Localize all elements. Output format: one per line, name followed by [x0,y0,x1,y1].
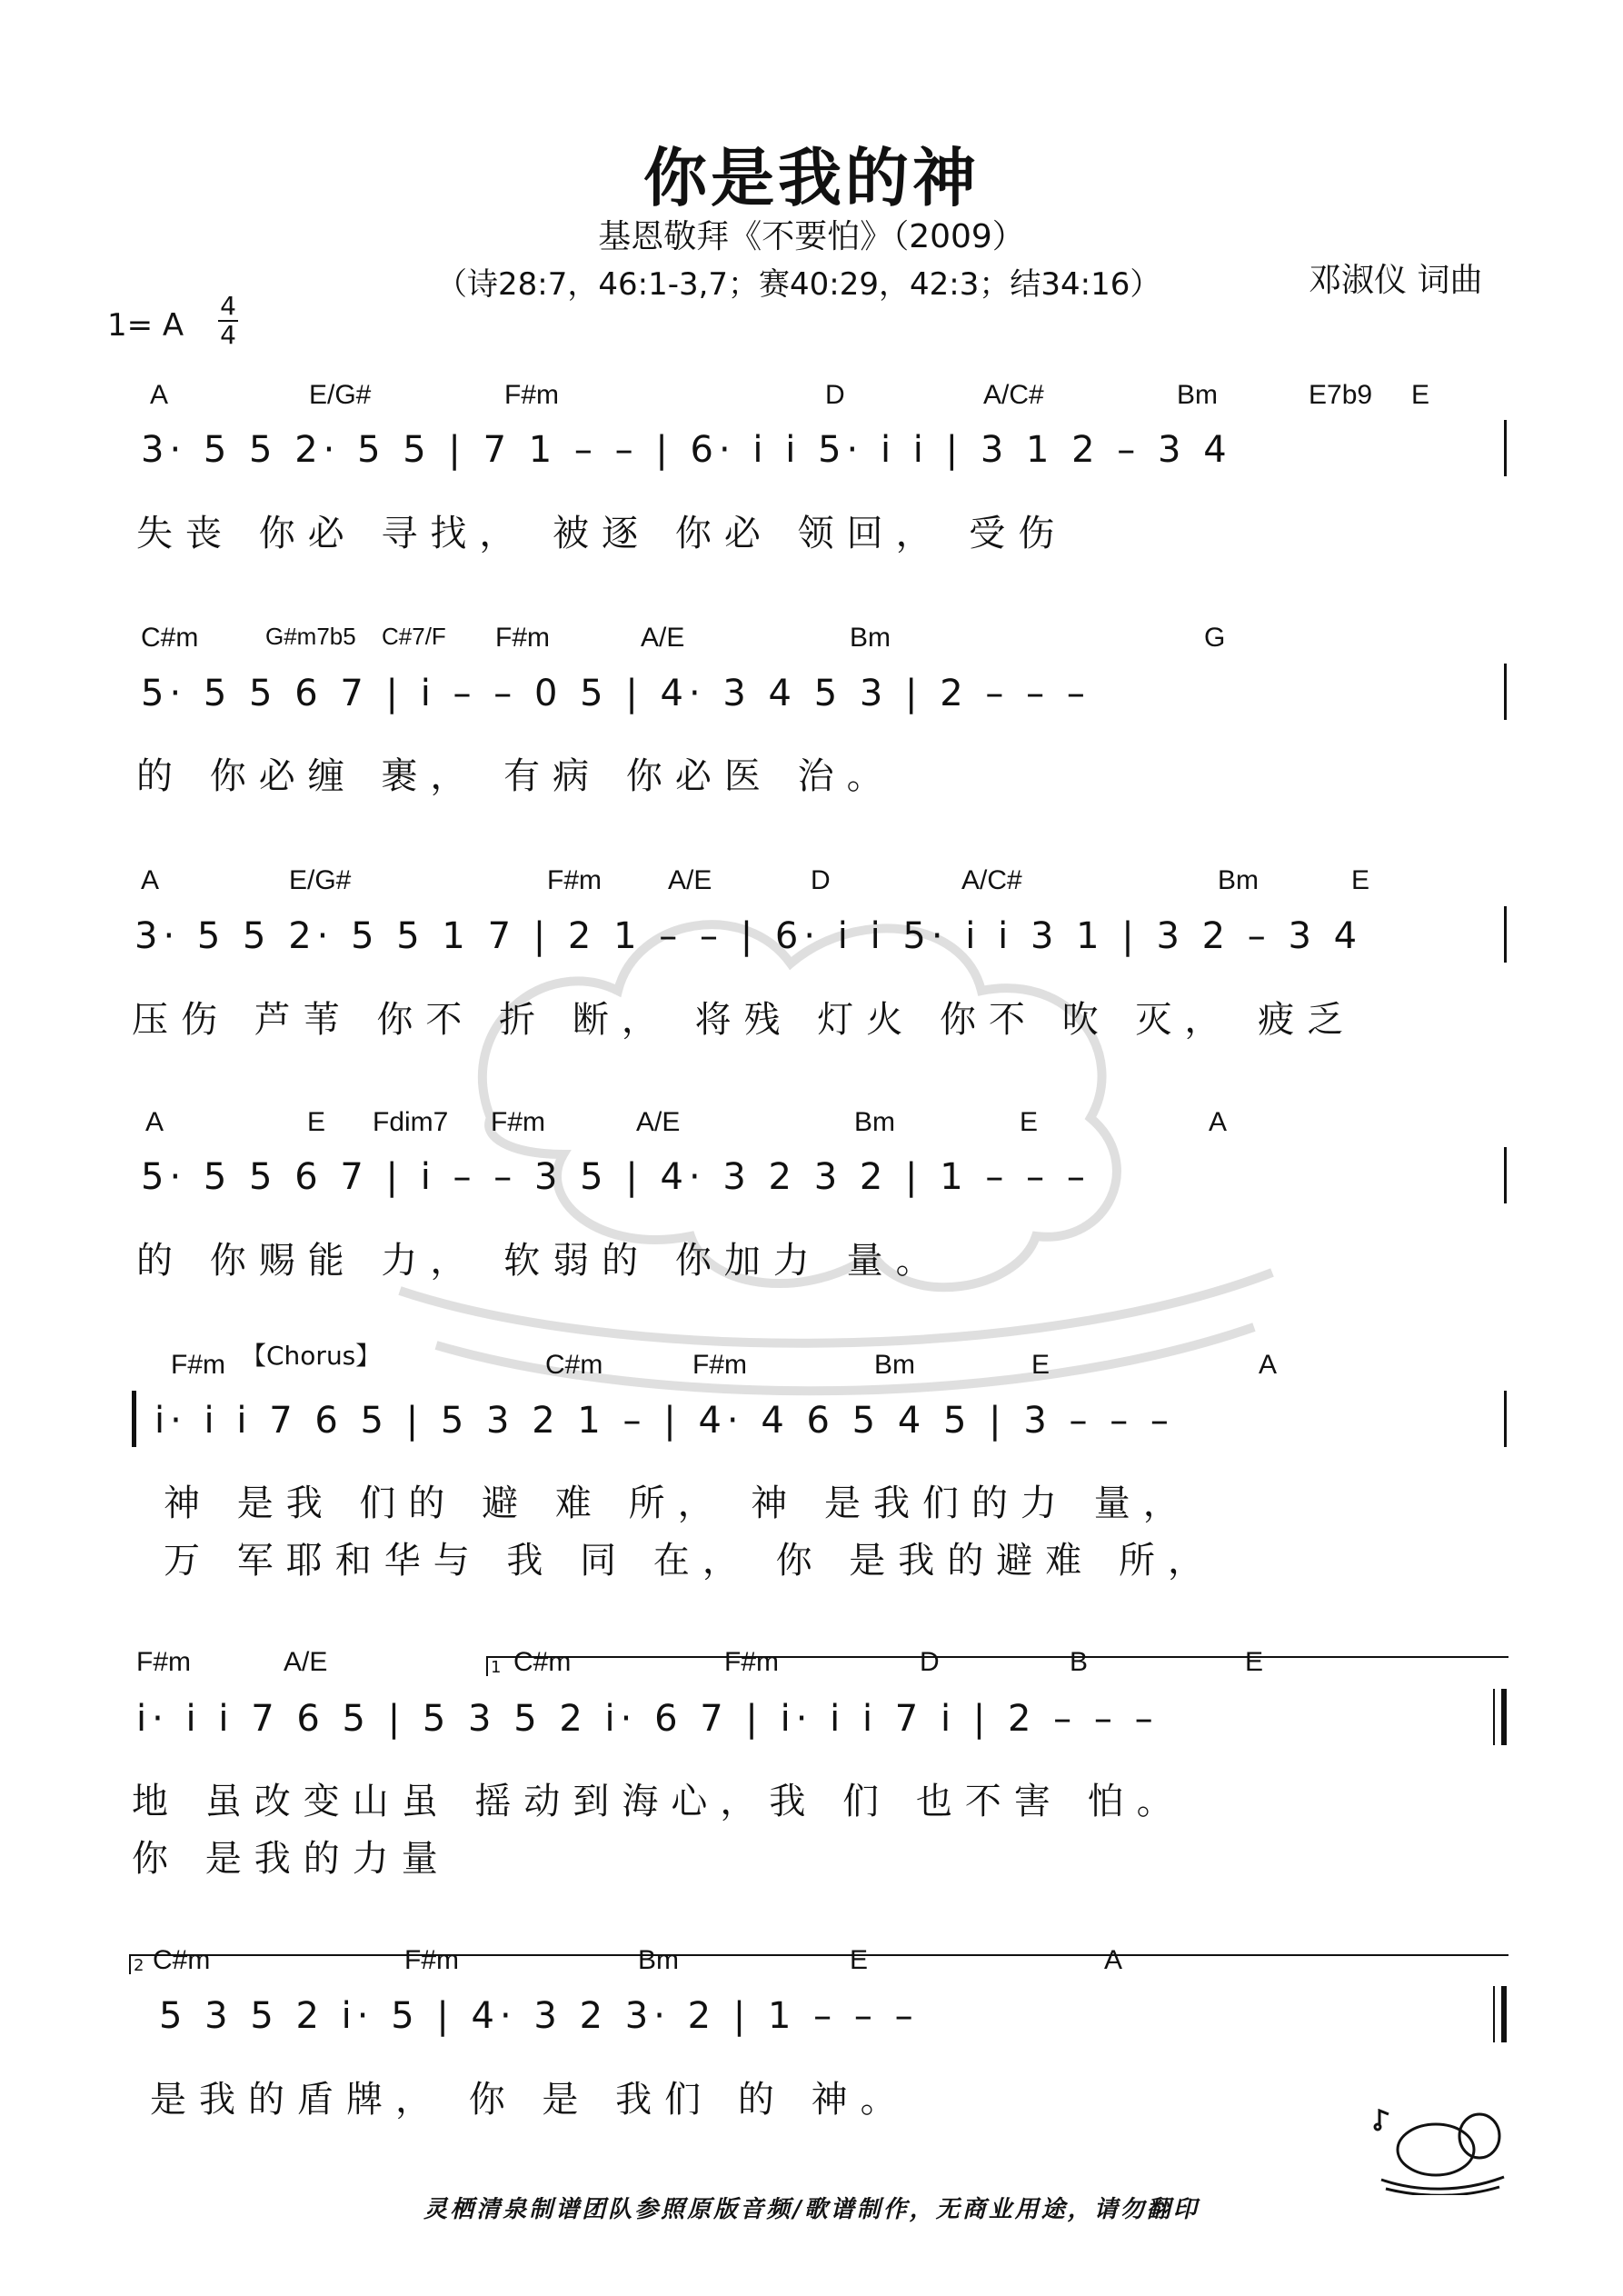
chord: A [141,865,160,895]
notation-line: 5 3 5 2 i· 5 | 4· 3 2 3· 2 | 1 – – – [159,1995,919,2037]
chord: A [1104,1945,1123,1975]
chord: A [145,1107,164,1137]
chord: D [920,1647,940,1677]
lyric-line: 是我的盾牌， 你 是 我们 的 神。 [150,2079,910,2121]
chord: E [1351,865,1370,895]
sheep-logo-icon [1372,2109,1508,2195]
final-thin-barline [1493,1986,1495,2042]
chord: Bm [1218,865,1259,895]
chord: F#m [171,1350,225,1380]
barline [1504,1147,1507,1203]
chord: C#m [513,1647,572,1677]
time-signature-bottom: 4 [220,320,236,350]
chord: D [811,865,831,895]
chord: C#m [545,1350,603,1380]
time-signature [214,293,242,349]
chord: A/E [641,623,685,653]
lyric-line: 失丧 你必 寻找， 被逐 你必 领回， 受伤 [136,513,1068,554]
chord: E/G# [309,380,372,410]
footer-notice: 灵栖清泉制谱团队参照原版音频/歌谱制作，无商业用途，请勿翻印 [423,2196,1200,2223]
chord: A/C# [961,865,1022,895]
repeat-end-thin-barline [1493,1689,1495,1745]
chord: F#m [504,380,559,410]
lyric-line-verse2: 你 是我的力量 [132,1838,451,1880]
volta-bracket-1 [486,1656,1508,1676]
chord: E [307,1107,326,1137]
chord: A [150,380,169,410]
repeat-start-barline [132,1391,136,1447]
chord: Bm [854,1107,895,1137]
chord: F#m [547,865,602,895]
lyric-line: 的 你必缠 裹， 有病 你必医 治。 [136,755,896,797]
lyric-line-verse1: 神 是我 们的 避 难 所， 神 是我们的力 量， [164,1482,1192,1524]
notation-line: i· i i 7 6 5 | 5 3 2 1 – | 4· 4 6 5 4 5 | 3 – – – [154,1400,1174,1442]
notation-line: 3· 5 5 2· 5 5 1 7 | 2 1 – – | 6· i i 5· i i 3 1 | 3 2 – 3 4 [134,915,1363,957]
chord: G [1204,623,1226,653]
chord: E [1245,1647,1264,1677]
chord: Bm [638,1945,679,1975]
album-subtitle: 基恩敬拜《不要怕》（2009） [598,218,1025,255]
repeat-end-barline [1501,1689,1507,1745]
chord: E [1411,380,1430,410]
song-title: 你是我的神 [643,141,980,215]
chord: E/G# [289,865,352,895]
chord: E [850,1945,869,1975]
chord: A [1259,1350,1278,1380]
chord: Bm [850,623,891,653]
chord: G#m7b5 [265,623,356,650]
volta-bracket-2 [129,1954,1508,1974]
chord: C#m [153,1945,211,1975]
chord: F#m [495,623,550,653]
lyric-line: 的 你赐能 力， 软弱的 你加力 量。 [136,1240,945,1282]
chord: Bm [1177,380,1218,410]
notation-line: i· i i 7 6 5 | 5 3 5 2 i· 6 7 | i· i i 7 i | 2 – – – [136,1698,1159,1740]
chord: A/E [284,1647,328,1677]
chord: C#7/F [382,623,446,650]
volta-number: 2 [134,1956,144,1975]
chord: E [1031,1350,1050,1380]
barline [1504,664,1507,720]
final-barline [1501,1986,1507,2042]
barline [1504,906,1507,963]
chord: F#m [692,1350,747,1380]
lyric-line-verse2: 万 军耶和华与 我 同 在， 你 是我的避难 所， [164,1540,1218,1582]
chord: A/C# [983,380,1044,410]
key-signature: 1= A [107,307,184,344]
volta-number: 1 [491,1658,502,1677]
lyric-line-verse1: 地 虽改变山虽 摇动到海心，我 们 也不害 怕。 [132,1781,1186,1822]
chord: C#m [141,623,199,653]
chord: D [825,380,845,410]
lyric-line: 压伤 芦苇 你不 折 断， 将残 灯火 你不 吹 灭， 疲乏 [132,999,1357,1041]
notation-line: 3· 5 5 2· 5 5 | 7 1 – – | 6· i i 5· i i | 3 1 2 – 3 4 [141,429,1232,471]
chord: E7b9 [1309,380,1373,410]
chord: A/E [668,865,712,895]
chord: F#m [491,1107,545,1137]
scripture-references: （诗28:7，46:1-3,7；赛40:29，42:3；结34:16） [436,266,1161,303]
chord: A [1209,1107,1228,1137]
barline [1504,420,1507,476]
composer-credit: 邓淑仪 词曲 [1309,262,1483,299]
chord: E [1020,1107,1039,1137]
chord: F#m [724,1647,779,1677]
chord: A/E [636,1107,681,1137]
chorus-label: 【Chorus】 [241,1341,382,1371]
notation-line: 5· 5 5 6 7 | i – – 3 5 | 4· 3 2 3 2 | 1 – – – [141,1156,1090,1198]
notation-line: 5· 5 5 6 7 | i – – 0 5 | 4· 3 4 5 3 | 2 – – – [141,673,1090,714]
chord: B [1070,1647,1089,1677]
chord: Bm [874,1350,915,1380]
chord: F#m [404,1945,459,1975]
chord: F#m [136,1647,191,1677]
barline [1504,1391,1507,1447]
studio-logo [1372,2109,1508,2195]
chord: Fdim7 [373,1107,449,1137]
time-signature-top: 4 [220,291,236,321]
